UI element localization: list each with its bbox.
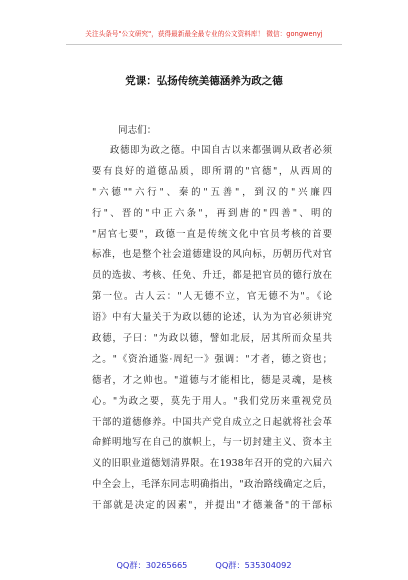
body-line: 语》中有大量关于为政以德的论述，认为为官必须讲究: [92, 312, 332, 324]
body-line: 之。"《资治通鉴·周纪一》强调："才者，德之资也；: [92, 353, 332, 365]
document-title: 党课：弘扬传统美德涵养为政之德: [125, 75, 283, 87]
body-line: 员的选拔、考核、任免、升迁，都是把官员的德行放在: [92, 270, 332, 282]
body-line: 干部的道德修养。中国共产党自成立之日起就将社会革: [92, 416, 332, 428]
body-line: 心。"为政之要，莫先于用人。"我们党历来重视党员: [92, 395, 332, 407]
body-line: 干部就是决定的因素"，并提出"才德兼备"的干部标: [92, 500, 332, 512]
body-line: 行"、晋的"中正六条"，再到唐的"四善"、明的: [92, 207, 332, 219]
body-line: "居官七要"，政德一直是传统文化中官员考核的首要: [92, 228, 332, 240]
header-banner-text: 关注头条号"公文研究"，获得最新最全最专业的公文资料库！ 微信：gongwenyj: [85, 30, 323, 38]
salutation: 同志们：: [118, 125, 157, 136]
body-line: 要有良好的道德品质，即所谓的"官德"，从西周的: [92, 165, 332, 177]
body-line: 义的旧职业道德划清界限。在1938年召开的党的六届六: [92, 458, 332, 470]
footer-qq-group-1: QQ群：30265665: [116, 560, 188, 570]
body-line: 中全会上，毛泽东同志明确指出，"政治路线确定之后，: [92, 479, 332, 491]
body-line: 政德即为政之德。中国自古以来都强调从政者必须: [110, 145, 332, 156]
body-line: 政德，子曰："为政以德，譬如北辰，居其所而众星共: [92, 333, 332, 345]
body-line: "六德""六行"、秦的"五善"，到汉的"兴廉四: [92, 186, 332, 198]
header-divider: [66, 44, 342, 45]
body-line: 标准，也是整个社会道德建设的风向标，历朝历代对官: [92, 249, 332, 261]
body-text: [92, 141, 332, 517]
footer-contact: [0, 560, 408, 571]
footer-qq-group-2: QQ群：535304092: [215, 560, 292, 570]
header-banner: [0, 28, 408, 38]
body-line: 命鲜明地写在自己的旗帜上，与一切封建主义、资本主: [92, 437, 332, 449]
body-line: 第一位。古人云："人无德不立，官无德不为"。《论: [92, 291, 332, 303]
body-line: 德者，才之帅也。"道德与才能相比，德是灵魂，是核: [92, 374, 332, 386]
